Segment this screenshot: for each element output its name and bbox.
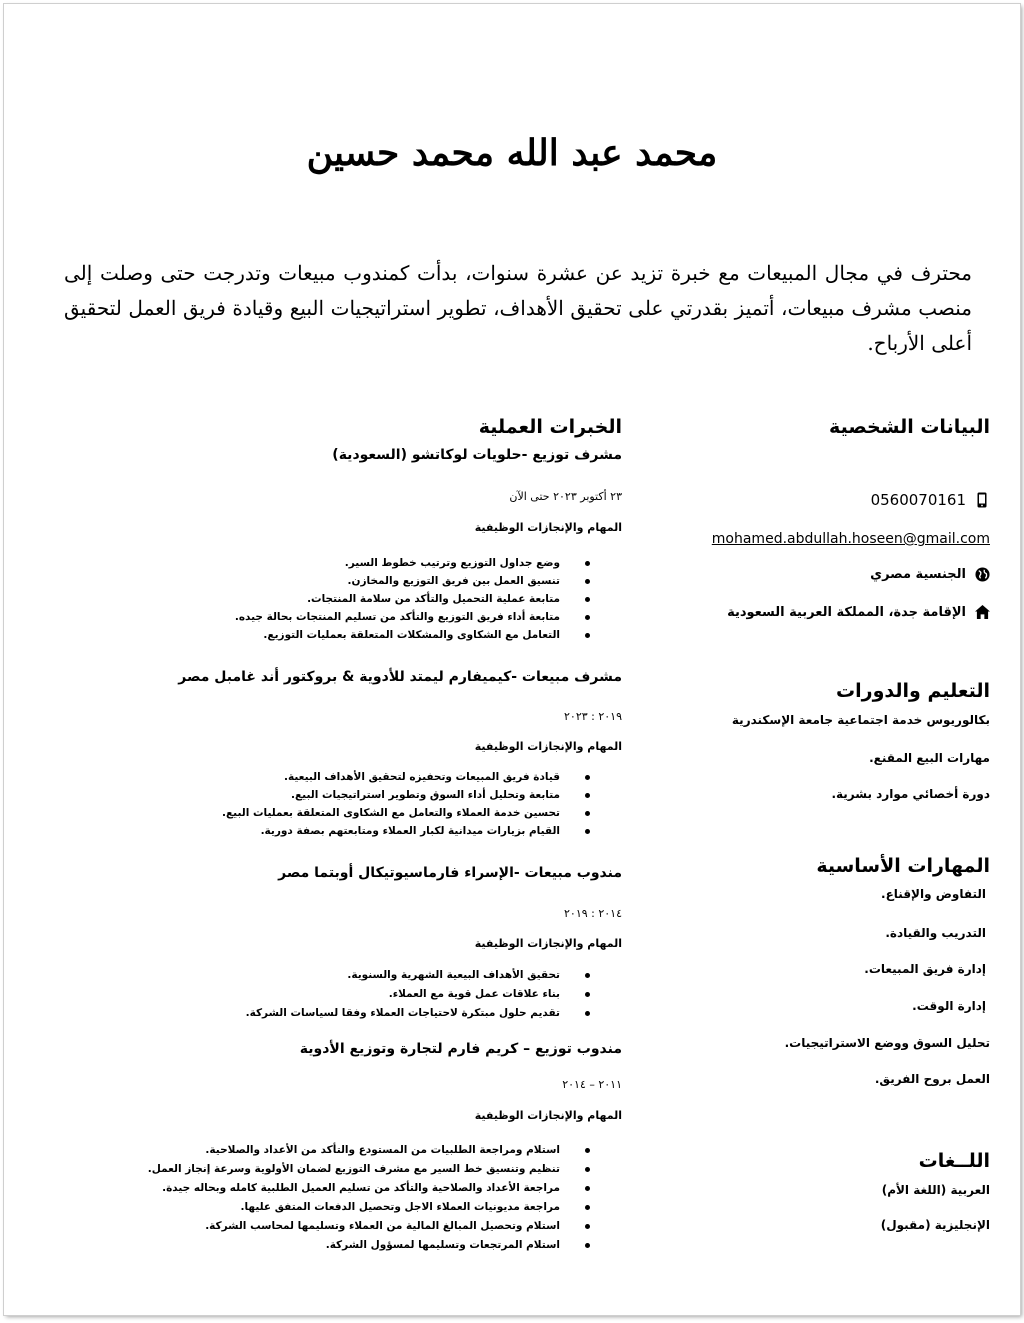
personal-info-heading: البيانات الشخصية — [829, 416, 990, 438]
list-item: متابعة وتحليل أداء السوق وتطوير استراتيجيات البيع. — [222, 786, 590, 804]
phone-row — [871, 491, 990, 509]
skill-item: التفاوض والإقناع. — [881, 887, 986, 901]
job-title: مشرف مبيعات -كيميفارم ليمتد للأدوية & بروكتور أند غامبل مصر — [178, 669, 622, 685]
list-item: مراجعة الأعداد والصلاحية والتأكد من تسليم العميل الطلبية كامله وبحاله جيدة. — [148, 1179, 590, 1198]
skills-heading: المهارات الأساسية — [816, 855, 990, 877]
language-item: الإنجليزية (مقبول) — [880, 1218, 990, 1232]
globe-icon — [974, 566, 990, 582]
job-duties-list — [222, 768, 590, 840]
job-duties-list — [235, 554, 590, 644]
job-duties-list — [148, 1141, 590, 1255]
job-title: مندوب توزيع – كريم فارم لتجارة وتوزيع الأدوية — [299, 1041, 622, 1057]
resume-page — [4, 4, 1020, 1315]
job-duties-label: المهام والإنجازات الوظيفية — [474, 521, 622, 534]
nationality-row — [870, 566, 990, 582]
list-item: متابعة عملية التحميل والتأكد من سلامة المنتجات. — [235, 590, 590, 608]
list-item: التعامل مع الشكاوى والمشكلات المتعلقة بعمليات التوزيع. — [235, 626, 590, 644]
nationality: الجنسية مصري — [870, 566, 966, 582]
education-item: دورة أخصائي موارد بشرية. — [831, 787, 990, 801]
skill-item: إدارة فريق المبيعات. — [864, 962, 986, 976]
list-item: استلام ومراجعة الطلبيات من المستودع والتأكد من الأعداد والصلاحية. — [148, 1141, 590, 1160]
email-link[interactable]: mohamed.abdullah.hoseen@gmail.com — [711, 531, 990, 547]
home-icon — [974, 604, 990, 620]
skill-item: العمل بروح الفريق. — [874, 1072, 990, 1086]
job-date: ٢٠١٩ : ٢٠٢٣ — [564, 710, 622, 723]
education-heading: التعليم والدورات — [836, 680, 990, 702]
job-duties-label: المهام والإنجازات الوظيفية — [474, 937, 622, 950]
skill-item: تحليل السوق ووضع الاستراتيجيات. — [784, 1036, 990, 1050]
list-item: تنظيم وتنسيق خط السير مع مشرف التوزيع لضمان الأولوية وسرعة إنجاز العمل. — [148, 1160, 590, 1179]
experience-heading: الخبرات العملية — [478, 416, 622, 438]
education-item: بكالوريوس خدمة اجتماعية جامعة الإسكندرية — [731, 713, 990, 727]
phone-number: 0560070161 — [870, 491, 966, 509]
candidate-name: محمد عبد الله محمد حسين — [306, 132, 718, 174]
list-item: بناء علاقات عمل قوية مع العملاء. — [246, 985, 590, 1004]
languages-heading: اللــغات — [918, 1150, 990, 1172]
list-item: تحقيق الأهداف البيعية الشهرية والسنوية. — [246, 966, 590, 985]
job-title: مندوب مبيعات -الإسراء فارماسيوتيكال أوبتما مصر — [278, 865, 622, 881]
job-duties-label: المهام والإنجازات الوظيفية — [474, 740, 622, 753]
job-duties-label: المهام والإنجازات الوظيفية — [474, 1109, 622, 1122]
list-item: القيام بزيارات ميدانية لكبار العملاء ومتابعتهم بصفة دورية. — [222, 822, 590, 840]
job-date: ٢٣ أكتوبر ٢٠٢٣ حتى الآن — [509, 490, 622, 503]
list-item: متابعة أداء فريق التوزيع والتأكد من تسليم المنتجات بحالة جيده. — [235, 608, 590, 626]
language-item: العربية (اللغة الأم) — [881, 1183, 990, 1197]
list-item: تحسين خدمة العملاء والتعامل مع الشكاوى المتعلقة بعمليات البيع. — [222, 804, 590, 822]
skill-item: التدريب والقيادة. — [885, 926, 986, 940]
list-item: قيادة فريق المبيعات وتحفيزه لتحقيق الأهداف البيعية. — [222, 768, 590, 786]
mobile-phone-icon — [974, 492, 990, 508]
job-title: مشرف توزيع -حلويات لوكاتشو (السعودية) — [332, 447, 622, 463]
list-item: استلام وتحصيل المبالغ المالية من العملاء وتسليمها لمحاسب الشركة. — [148, 1217, 590, 1236]
list-item: وضع جداول التوزيع وترتيب خطوط السير. — [235, 554, 590, 572]
list-item: تنسيق العمل بين فريق التوزيع والمخازن. — [235, 572, 590, 590]
professional-summary: محترف في مجال المبيعات مع خبرة تزيد عن عشرة سنوات، بدأت كمندوب مبيعات وتدرجت حتى وصلت إلى منصب مشرف مبيعات، أتميز بقدرتي على تحقيق الأهداف، تطوير استراتيجيات البيع وقيادة فريق العمل لتحقيق أعلى الأرباح. — [64, 261, 972, 355]
residence: الإقامة جدة، المملكة العربية السعودية — [727, 604, 966, 620]
list-item: تقديم حلول مبتكرة لاحتياجات العملاء وفقا لسياسات الشركة. — [246, 1004, 590, 1023]
job-duties-list — [246, 966, 590, 1023]
job-date: ٢٠١١ – ٢٠١٤ — [562, 1078, 622, 1091]
list-item: استلام المرتجعات وتسليمها لمسؤول الشركة. — [148, 1236, 590, 1255]
skill-item: إدارة الوقت. — [912, 999, 986, 1013]
job-date: ٢٠١٤ : ٢٠١٩ — [564, 907, 622, 920]
education-item: مهارات البيع المقنع. — [869, 751, 990, 765]
residence-row — [727, 604, 990, 620]
list-item: مراجعة مديونيات العملاء الاجل وتحصيل الدفعات المتفق عليها. — [148, 1198, 590, 1217]
